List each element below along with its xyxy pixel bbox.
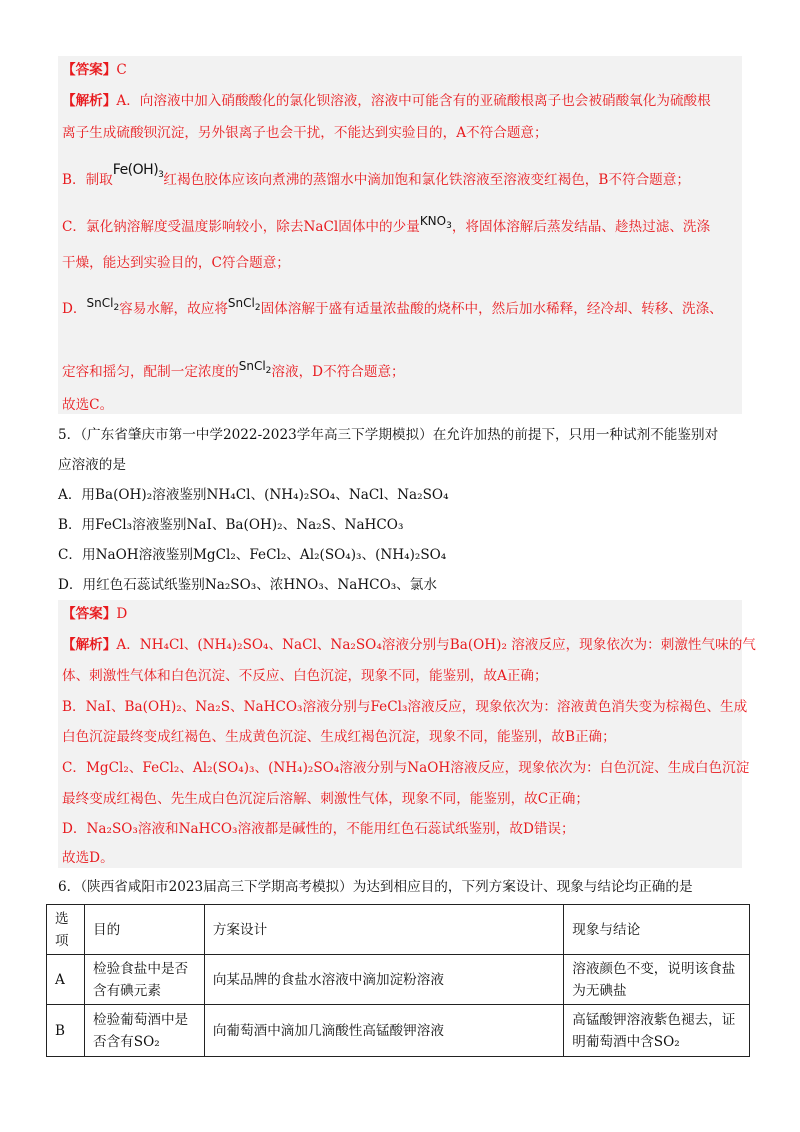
table-cell: A xyxy=(47,955,85,1005)
q5-option-b: B．用FeCl₃溶液鉴别NaI、Ba(OH)₂、Na₂S、NaHCO₃ xyxy=(58,517,404,533)
q5-analysis-line-7: D．Na₂SO₃溶液和NaHCO₃溶液都是碱性的，不能用红色石蕊试纸鉴别，故D错误； xyxy=(62,821,575,837)
q5-stem-line-2: 应溶液的是 xyxy=(58,457,126,473)
q4-analysis-line-1: 【解析】A．向溶液中加入硝酸酸化的氯化钡溶液，溶液中可能含有的亚硫酸根离子也会被硝酸氧化为硫酸根 xyxy=(62,93,711,109)
q6-stem: 6．（陕西省咸阳市2023届高三下学期高考模拟）为达到相应目的，下列方案设计、现象与结论均正确的是 xyxy=(58,879,693,895)
q6-options-table xyxy=(46,904,750,1057)
q4-analysis-line-7: 定容和摇匀，配制一定浓度的SnCl$_2$溶液，D不符合题意； xyxy=(62,359,405,380)
q5-stem-line-1: 5．（广东省肇庆市第一中学2022-2023学年高三下学期模拟）在允许加热的前提下，只用一种试剂不能鉴别对 xyxy=(58,427,719,443)
q4-analysis-line-3: B．制取$Fe(OH)_3$红褐色胶体应该向煮沸的蒸馏水中滴加饱和氯化铁溶液至溶液变红褐色，B不符合题意； xyxy=(62,162,690,188)
table-header-row xyxy=(47,905,750,955)
q4-answer: 【答案】C xyxy=(62,62,127,78)
q5-answer: 【答案】D xyxy=(62,606,128,622)
q4-analysis-line-4: C．氯化钠溶解度受温度影响较小，除去NaCl固体中的少量$KNO_3$，将固体溶解后蒸发结晶、趁热过滤、洗涤 xyxy=(62,214,711,235)
table-header-cell: 方案设计 xyxy=(204,905,563,955)
table-cell: 向葡萄酒中滴加几滴酸性高锰酸钾溶液 xyxy=(204,1005,563,1057)
sncl2-formula: SnCl$_2$ xyxy=(86,296,120,313)
table-row xyxy=(47,955,750,1005)
q5-option-d: D．用红色石蕊试纸鉴别Na₂SO₃、浓HNO₃、NaHCO₃、氯水 xyxy=(58,577,437,593)
table-row xyxy=(47,1005,750,1057)
table-header-cell: 选项 xyxy=(47,905,85,955)
q5-option-a: A．用Ba(OH)₂溶液鉴别NH₄Cl、(NH₄)₂SO₄、NaCl、Na₂SO₄ xyxy=(58,487,449,503)
q4-analysis-line-5: 干燥，能达到实验目的，C符合题意； xyxy=(62,255,290,271)
q4-analysis-line-2: 离子生成硫酸钡沉淀，另外银离子也会干扰，不能达到实验目的，A不符合题意； xyxy=(62,125,548,141)
q5-conclusion: 故选D。 xyxy=(62,850,114,866)
q5-analysis-line-3: B．NaI、Ba(OH)₂、Na₂S、NaHCO₃溶液分别与FeCl₃溶液反应，现象依次为：溶液黄色消失变为棕褐色、生成 xyxy=(62,699,748,715)
table-cell: 高锰酸钾溶液紫色褪去，证明葡萄酒中含SO₂ xyxy=(564,1005,750,1057)
sncl2-formula: SnCl$_2$ xyxy=(227,296,261,313)
q5-analysis-line-2: 体、刺激性气体和白色沉淀、不反应、白色沉淀，现象不同，能鉴别，故A正确； xyxy=(62,668,548,684)
q5-analysis-line-5: C．MgCl₂、FeCl₂、Al₂(SO₄)₃、(NH₄)₂SO₄溶液分别与NaOH溶液反应，现象依次为：白色沉淀、生成白色沉淀 xyxy=(62,760,750,776)
q5-analysis-line-1: 【解析】A．NH₄Cl、(NH₄)₂SO₄、NaCl、Na₂SO₄溶液分别与Ba(OH)₂ 溶液反应，现象依次为：刺激性气味的气 xyxy=(62,637,756,653)
table-header-cell: 目的 xyxy=(84,905,204,955)
table-cell: B xyxy=(47,1005,85,1057)
sncl2-formula: SnCl$_2$ xyxy=(238,359,272,376)
q4-analysis-line-6: D．SnCl$_2$容易水解，故应将SnCl$_2$固体溶解于盛有适量浓盐酸的烧杯中，然后加水稀释，经冷却、转移、洗涤、 xyxy=(62,296,723,317)
q4-conclusion: 故选C。 xyxy=(62,397,114,413)
q5-analysis-line-6: 最终变成红褐色、先生成白色沉淀后溶解、刺激性气体，现象不同，能鉴别，故C正确； xyxy=(62,791,589,807)
table-cell: 溶液颜色不变，说明该食盐为无碘盐 xyxy=(564,955,750,1005)
q5-option-c: C．用NaOH溶液鉴别MgCl₂、FeCl₂、Al₂(SO₄)₃、(NH₄)₂SO₄ xyxy=(58,547,447,563)
q5-analysis-line-4: 白色沉淀最终变成红褐色、生成黄色沉淀、生成红褐色沉淀，现象不同，能鉴别，故B正确； xyxy=(62,729,616,745)
table-cell: 检验食盐中是否含有碘元素 xyxy=(84,955,204,1005)
table-header-cell: 现象与结论 xyxy=(564,905,750,955)
table-cell: 检验葡萄酒中是否含有SO₂ xyxy=(84,1005,204,1057)
fe-oh3-formula: $Fe(OH)_3$ xyxy=(112,162,164,180)
table-cell: 向某品牌的食盐水溶液中滴加淀粉溶液 xyxy=(204,955,563,1005)
kno3-formula: $KNO_3$ xyxy=(419,214,452,231)
